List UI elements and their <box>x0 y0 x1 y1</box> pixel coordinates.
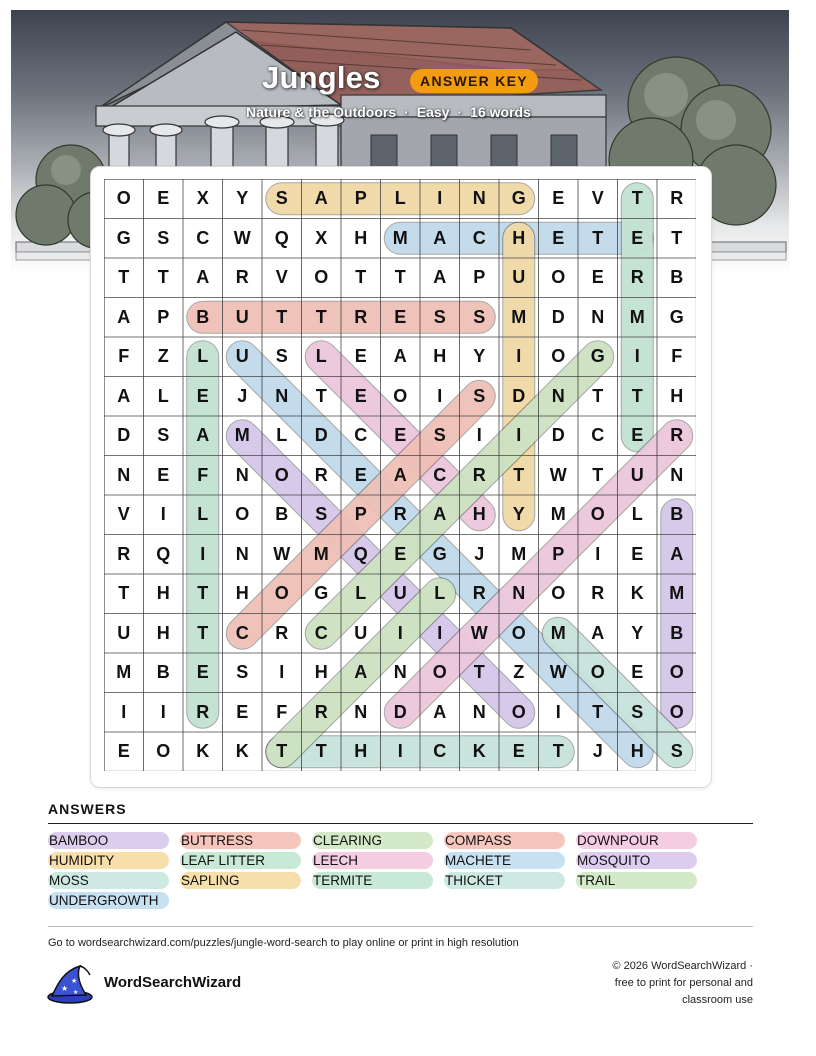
grid-cell[interactable]: I <box>200 543 206 564</box>
answer-item: DOWNPOUR <box>576 832 697 849</box>
grid-cell[interactable]: S <box>275 346 288 367</box>
grid-cell[interactable]: L <box>355 583 367 604</box>
answer-item: BUTTRESS <box>180 832 301 849</box>
letter-grid <box>104 179 696 771</box>
grid-cell[interactable]: E <box>552 188 565 209</box>
answer-item: CLEARING <box>312 832 433 849</box>
grid-cell[interactable]: N <box>235 464 249 485</box>
grid-cell[interactable]: M <box>669 583 685 604</box>
grid-cell[interactable]: T <box>315 741 327 762</box>
grid-cell[interactable]: O <box>669 701 684 722</box>
grid-cell[interactable]: N <box>551 385 565 406</box>
grid-cell[interactable]: E <box>236 701 249 722</box>
grid-cell[interactable]: A <box>314 188 328 209</box>
grid-cell[interactable]: Y <box>631 622 644 643</box>
grid-cell[interactable]: N <box>354 701 368 722</box>
grid-cell[interactable]: I <box>437 188 443 209</box>
grid-cell[interactable]: C <box>433 464 447 485</box>
grid-cell[interactable]: I <box>634 346 640 367</box>
grid-cell[interactable]: O <box>274 583 289 604</box>
grid-cell[interactable]: E <box>354 464 367 485</box>
grid-cell[interactable]: A <box>433 701 447 722</box>
footer-divider <box>48 926 753 927</box>
grid-cell[interactable]: S <box>275 188 288 209</box>
answer-item: MOSQUITO <box>576 852 697 869</box>
grid-cell[interactable]: H <box>235 583 249 604</box>
grid-cell[interactable]: R <box>354 306 368 327</box>
grid-cell[interactable]: E <box>157 188 170 209</box>
grid-cell[interactable]: D <box>512 385 526 406</box>
answer-item: LEECH <box>312 852 433 869</box>
grid-cell[interactable]: T <box>197 622 209 643</box>
puzzle-title: Jungles <box>262 60 381 95</box>
grid-cell[interactable]: E <box>394 306 407 327</box>
grid-cell[interactable]: V <box>117 504 130 525</box>
grid-cell[interactable]: R <box>670 188 684 209</box>
grid-cell[interactable]: C <box>196 227 210 248</box>
grid-cell[interactable]: S <box>631 701 644 722</box>
grid-cell[interactable]: E <box>157 464 170 485</box>
grid-cell[interactable]: L <box>394 188 406 209</box>
grid-cell[interactable]: S <box>157 227 170 248</box>
grid-cell[interactable]: E <box>394 543 407 564</box>
grid-cell[interactable]: T <box>355 267 367 288</box>
grid-cell[interactable]: N <box>512 583 526 604</box>
grid-cell[interactable]: H <box>156 622 170 643</box>
grid-cell[interactable]: C <box>472 227 486 248</box>
grid-cell[interactable]: Q <box>353 543 368 564</box>
separator: · <box>457 104 463 120</box>
svg-text:★: ★ <box>61 984 69 993</box>
grid-cell[interactable]: Y <box>236 188 249 209</box>
grid-cell[interactable]: S <box>315 504 328 525</box>
grid-cell[interactable]: O <box>590 504 605 525</box>
grid-cell[interactable]: J <box>592 741 603 762</box>
grid-cell[interactable]: N <box>472 701 486 722</box>
grid-cell[interactable]: A <box>196 425 210 446</box>
grid-cell[interactable]: I <box>397 741 403 762</box>
grid-cell[interactable]: G <box>511 188 526 209</box>
grid-cell[interactable]: A <box>393 346 407 367</box>
grid-cell[interactable]: M <box>116 662 132 683</box>
grid-cell[interactable]: B <box>670 504 684 525</box>
grid-cell[interactable]: F <box>671 346 683 367</box>
grid-cell[interactable]: E <box>117 741 130 762</box>
copyright-notice <box>573 958 753 1009</box>
grid-cell[interactable]: M <box>511 543 527 564</box>
grid-cell[interactable]: T <box>276 306 288 327</box>
grid-cell[interactable]: I <box>437 385 443 406</box>
grid-cell[interactable]: I <box>595 543 601 564</box>
grid-cell[interactable]: T <box>315 385 327 406</box>
grid-cell[interactable]: N <box>670 464 684 485</box>
grid-cell[interactable]: O <box>551 583 566 604</box>
grid-cell[interactable]: O <box>314 267 329 288</box>
grid-cell[interactable]: I <box>555 701 561 722</box>
grid-cell[interactable]: M <box>392 227 408 248</box>
grid-cell[interactable]: R <box>591 583 605 604</box>
grid-cell[interactable]: U <box>117 622 131 643</box>
grid-cell[interactable]: M <box>629 306 645 327</box>
grid-cell[interactable]: U <box>235 346 249 367</box>
grid-cell[interactable]: R <box>314 464 328 485</box>
grid-cell[interactable]: E <box>196 662 209 683</box>
word-count-label: 16 words <box>470 104 531 120</box>
grid-cell[interactable]: L <box>197 504 209 525</box>
grid-cell[interactable]: B <box>275 504 289 525</box>
grid-cell[interactable]: K <box>196 741 210 762</box>
grid-cell[interactable]: M <box>234 425 250 446</box>
svg-text:★: ★ <box>71 978 78 985</box>
grid-cell[interactable]: R <box>630 267 644 288</box>
grid-cell[interactable]: Y <box>473 346 486 367</box>
grid-cell[interactable]: L <box>434 583 446 604</box>
grid-cell[interactable]: O <box>551 267 566 288</box>
grid-cell[interactable]: R <box>393 504 407 525</box>
grid-cell[interactable]: P <box>354 188 367 209</box>
answer-item: TRAIL <box>576 872 697 889</box>
grid-cell[interactable]: T <box>671 227 683 248</box>
difficulty-label: Easy <box>416 104 450 120</box>
grid-cell[interactable]: P <box>473 267 486 288</box>
answer-item: MOSS <box>48 872 169 889</box>
grid-cell[interactable]: R <box>196 701 210 722</box>
grid-cell[interactable]: R <box>472 464 486 485</box>
grid-cell[interactable]: E <box>354 346 367 367</box>
grid-cell[interactable]: I <box>437 622 443 643</box>
separator: · <box>404 104 409 120</box>
grid-cell[interactable]: X <box>315 227 328 248</box>
grid-cell[interactable]: D <box>551 425 565 446</box>
grid-cell[interactable]: Y <box>512 504 525 525</box>
grid-cell[interactable]: T <box>592 227 604 248</box>
grid-cell[interactable]: L <box>197 346 209 367</box>
grid-cell[interactable]: U <box>630 464 644 485</box>
grid-cell[interactable]: M <box>313 543 329 564</box>
grid-cell[interactable]: B <box>670 267 684 288</box>
grid-cell[interactable]: B <box>196 306 210 327</box>
grid-cell[interactable]: S <box>433 425 446 446</box>
grid-cell[interactable]: V <box>591 188 604 209</box>
grid-cell[interactable]: L <box>631 504 643 525</box>
grid-cell[interactable]: A <box>117 385 131 406</box>
grid-cell[interactable]: T <box>631 385 643 406</box>
footer-link-text[interactable]: Go to wordsearchwizard.com/puzzles/jungle-word-search to play online or print in high resolution <box>48 937 519 949</box>
grid-cell[interactable]: T <box>592 464 604 485</box>
grid-cell[interactable]: U <box>354 622 368 643</box>
grid-cell[interactable]: N <box>275 385 289 406</box>
grid-cell[interactable]: G <box>432 543 447 564</box>
grid-cell[interactable]: W <box>549 662 567 683</box>
grid-cell[interactable]: M <box>550 622 566 643</box>
grid-cell[interactable]: K <box>630 583 644 604</box>
category-label: Nature & the Outdoors <box>246 104 397 120</box>
answer-item: TERMITE <box>312 872 433 889</box>
grid-cell[interactable]: W <box>273 543 291 564</box>
answer-item: MACHETE <box>444 852 565 869</box>
grid-cell[interactable]: U <box>235 306 249 327</box>
grid-cell[interactable]: T <box>473 662 485 683</box>
grid-cell[interactable]: K <box>235 741 249 762</box>
grid-cell[interactable]: N <box>591 306 605 327</box>
grid-cell[interactable]: E <box>354 385 367 406</box>
grid-cell[interactable]: E <box>631 662 644 683</box>
grid-cell[interactable]: I <box>476 425 482 446</box>
answer-item: BAMBOO <box>48 832 169 849</box>
grid-cell[interactable]: N <box>235 543 249 564</box>
grid-cell[interactable]: I <box>121 701 127 722</box>
grid-cell[interactable]: E <box>394 425 407 446</box>
grid-cell[interactable]: P <box>552 543 565 564</box>
grid-cell[interactable]: O <box>590 662 605 683</box>
grid-cell[interactable]: A <box>117 306 131 327</box>
grid-cell[interactable]: C <box>314 622 328 643</box>
grid-cell[interactable]: S <box>473 385 486 406</box>
grid-cell[interactable]: O <box>551 346 566 367</box>
grid-cell[interactable]: W <box>470 622 488 643</box>
grid-cell[interactable]: E <box>591 267 604 288</box>
grid-cell[interactable]: E <box>512 741 525 762</box>
grid-cell[interactable]: E <box>631 543 644 564</box>
grid-cell[interactable]: E <box>631 425 644 446</box>
answer-item: COMPASS <box>444 832 565 849</box>
grid-cell[interactable]: W <box>549 464 567 485</box>
grid-cell[interactable]: B <box>670 622 684 643</box>
grid-cell[interactable]: Z <box>513 662 525 683</box>
grid-cell[interactable]: G <box>590 346 605 367</box>
grid-cell[interactable]: S <box>433 306 446 327</box>
answer-key-badge: ANSWER KEY <box>410 69 538 93</box>
grid-cell[interactable]: I <box>516 425 522 446</box>
grid-cell[interactable]: T <box>631 188 643 209</box>
grid-cell[interactable]: T <box>276 741 288 762</box>
grid-cell[interactable]: T <box>197 583 209 604</box>
grid-cell[interactable]: N <box>472 188 486 209</box>
grid-cell[interactable]: D <box>117 425 131 446</box>
grid-cell[interactable]: L <box>276 425 288 446</box>
grid-cell[interactable]: D <box>551 306 565 327</box>
grid-cell[interactable]: J <box>237 385 248 406</box>
grid-cell[interactable]: K <box>472 741 486 762</box>
grid-cell[interactable]: S <box>236 662 249 683</box>
grid-cell[interactable]: T <box>592 385 604 406</box>
grid-cell[interactable]: A <box>433 227 447 248</box>
grid-cell[interactable]: H <box>630 741 644 762</box>
grid-cell[interactable]: R <box>117 543 131 564</box>
grid-cell[interactable]: R <box>670 425 684 446</box>
grid-cell[interactable]: I <box>160 701 166 722</box>
grid-cell[interactable]: S <box>473 306 486 327</box>
answer-item: UNDERGROWTH <box>48 892 169 909</box>
grid-cell[interactable]: B <box>156 662 170 683</box>
grid-cell[interactable]: A <box>196 267 210 288</box>
grid-cell[interactable]: I <box>397 622 403 643</box>
grid-cell[interactable]: F <box>118 346 130 367</box>
grid-cell[interactable]: L <box>157 385 169 406</box>
grid-cell[interactable]: H <box>354 227 368 248</box>
grid-cell[interactable]: X <box>196 188 209 209</box>
grid-cell[interactable]: U <box>512 267 526 288</box>
grid-cell[interactable]: H <box>433 346 447 367</box>
grid-cell[interactable]: H <box>512 227 526 248</box>
grid-cell[interactable]: G <box>116 227 131 248</box>
grid-cell[interactable]: P <box>157 306 170 327</box>
grid-cell[interactable]: R <box>472 583 486 604</box>
grid-cell[interactable]: O <box>432 662 447 683</box>
grid-cell[interactable]: I <box>160 504 166 525</box>
grid-cell[interactable]: T <box>394 267 406 288</box>
grid-cell[interactable]: M <box>511 306 527 327</box>
grid-cell[interactable]: T <box>118 267 130 288</box>
grid-cell[interactable]: S <box>670 741 683 762</box>
grid-cell[interactable]: E <box>552 227 565 248</box>
grid-cell[interactable]: U <box>393 583 407 604</box>
grid-cell[interactable]: T <box>118 583 130 604</box>
grid-cell[interactable]: C <box>433 741 447 762</box>
grid-cell[interactable]: G <box>669 306 684 327</box>
answer-item: LEAF LITTER <box>180 852 301 869</box>
grid-cell[interactable]: V <box>275 267 288 288</box>
grid-cell[interactable]: H <box>156 583 170 604</box>
grid-cell[interactable]: T <box>513 464 525 485</box>
grid-cell[interactable]: H <box>670 385 684 406</box>
grid-cell[interactable]: T <box>315 306 327 327</box>
grid-cell[interactable]: N <box>117 464 131 485</box>
grid-cell[interactable]: M <box>550 504 566 525</box>
answer-item: SAPLING <box>180 872 301 889</box>
grid-cell[interactable]: A <box>670 543 684 564</box>
grid-cell[interactable]: L <box>315 346 327 367</box>
answers-heading: ANSWERS <box>48 801 127 817</box>
grid-cell[interactable]: G <box>314 583 329 604</box>
grid-cell[interactable]: W <box>233 227 251 248</box>
grid-cell[interactable]: O <box>156 741 171 762</box>
grid-cell[interactable]: I <box>516 346 522 367</box>
grid-cell[interactable]: T <box>592 701 604 722</box>
grid-cell[interactable]: O <box>393 385 408 406</box>
brand-name: WordSearchWizard <box>104 974 242 991</box>
grid-cell[interactable]: E <box>631 227 644 248</box>
svg-text:★: ★ <box>73 990 79 996</box>
grid-cell[interactable]: H <box>354 741 368 762</box>
grid-cell[interactable]: C <box>235 622 249 643</box>
grid-cell[interactable]: R <box>314 701 328 722</box>
grid-cell[interactable]: I <box>279 662 285 683</box>
wizard-hat-logo <box>46 963 94 1010</box>
answers-divider <box>48 823 753 824</box>
grid-cell[interactable]: A <box>433 267 447 288</box>
grid-cell[interactable]: P <box>354 504 367 525</box>
grid-cell[interactable]: A <box>433 504 447 525</box>
grid-cell[interactable]: O <box>235 504 250 525</box>
grid-cell[interactable]: F <box>197 464 209 485</box>
grid-cell[interactable]: D <box>314 425 328 446</box>
grid-cell[interactable]: T <box>157 267 169 288</box>
answer-item: THICKET <box>444 872 565 889</box>
answer-item: HUMIDITY <box>48 852 169 869</box>
grid-cell[interactable]: S <box>157 425 170 446</box>
grid-cell[interactable]: C <box>591 425 605 446</box>
grid-cell[interactable]: O <box>511 622 526 643</box>
grid-cell[interactable]: Q <box>274 227 289 248</box>
grid-cell[interactable]: H <box>314 662 328 683</box>
grid-cell[interactable]: R <box>235 267 249 288</box>
grid-cell[interactable]: J <box>474 543 485 564</box>
grid-cell[interactable]: C <box>354 425 368 446</box>
grid-cell[interactable]: A <box>354 662 368 683</box>
grid-cell[interactable]: Q <box>156 543 171 564</box>
grid-cell[interactable]: R <box>275 622 289 643</box>
grid-cell[interactable]: F <box>276 701 288 722</box>
grid-cell[interactable]: D <box>393 701 407 722</box>
copyright-line: free to print for personal and <box>614 977 753 989</box>
puzzle-meta <box>246 104 531 120</box>
grid-cell[interactable]: O <box>116 188 131 209</box>
grid-cell[interactable]: O <box>669 662 684 683</box>
grid-cell[interactable]: A <box>591 622 605 643</box>
grid-cell[interactable]: T <box>552 741 564 762</box>
copyright-line: © 2026 WordSearchWizard · <box>612 960 753 972</box>
grid-cell[interactable]: E <box>196 385 209 406</box>
grid-cell[interactable]: O <box>274 464 289 485</box>
grid-cell[interactable]: O <box>511 701 526 722</box>
grid-cell[interactable]: Z <box>157 346 169 367</box>
grid-cell[interactable]: A <box>393 464 407 485</box>
copyright-line: classroom use <box>682 994 753 1006</box>
grid-cell[interactable]: H <box>472 504 486 525</box>
grid-cell[interactable]: N <box>393 662 407 683</box>
